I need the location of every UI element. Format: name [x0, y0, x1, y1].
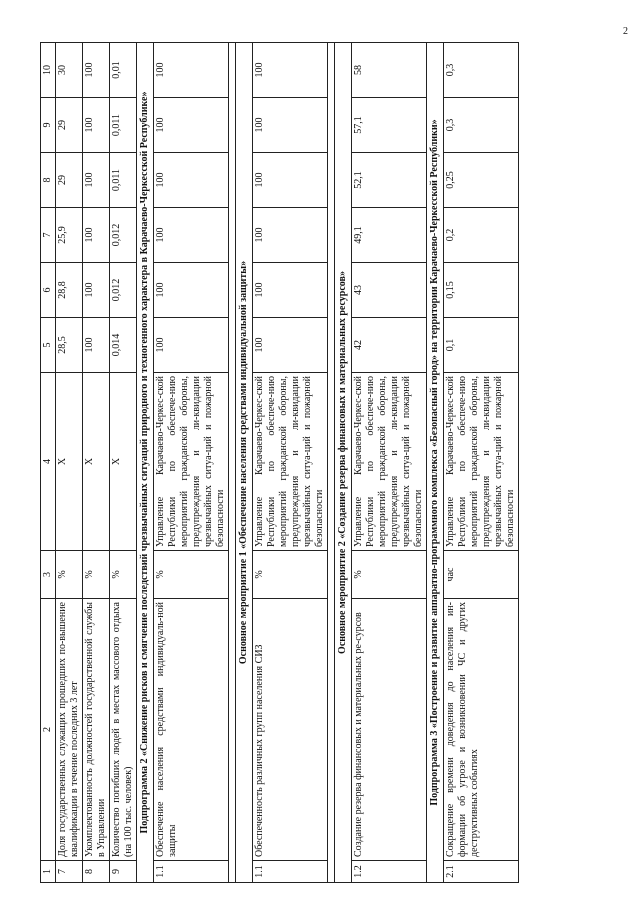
section-row: [236, 43, 253, 883]
value-cell: 0,014: [110, 318, 137, 373]
gap-cell: [328, 43, 335, 883]
header-cell: 5: [41, 318, 56, 373]
value-cell: 100: [253, 153, 328, 208]
value-cell: 52,1: [352, 153, 427, 208]
header-cell: 9: [41, 98, 56, 153]
value-cell: 100: [83, 98, 110, 153]
section-row: [335, 43, 352, 883]
executor-cell: Х: [83, 373, 110, 551]
value-cell: 28,8: [56, 263, 83, 318]
indicator-name: Количество погибших людей в местах массового отдыха (на 100 тыс. человек): [110, 599, 137, 861]
row-number: 1.2: [352, 861, 427, 883]
value-cell: 0,2: [444, 208, 519, 263]
header-cell: 3: [41, 551, 56, 599]
table-row: [83, 43, 110, 883]
value-cell: 0,3: [444, 43, 519, 98]
value-cell: 100: [83, 208, 110, 263]
header-cell: 10: [41, 43, 56, 98]
value-cell: 100: [154, 153, 229, 208]
unit-cell: %: [110, 551, 137, 599]
value-cell: 0,15: [444, 263, 519, 318]
page-number: 2: [623, 26, 628, 37]
value-cell: 100: [83, 318, 110, 373]
row-number: 8: [83, 861, 110, 883]
header-cell: 2: [41, 599, 56, 861]
value-cell: 58: [352, 43, 427, 98]
value-cell: 100: [83, 43, 110, 98]
gap-row: [328, 43, 335, 883]
value-cell: 42: [352, 318, 427, 373]
value-cell: 100: [253, 318, 328, 373]
indicator-name: Сокращение времени доведения до населения ин-формации об угрозе и возникновении ЧС и других деструктивных событиях: [444, 599, 519, 861]
value-cell: 100: [253, 43, 328, 98]
unit-cell: час: [444, 551, 519, 599]
unit-cell: %: [83, 551, 110, 599]
unit-cell: %: [154, 551, 229, 599]
section-row: [427, 43, 444, 883]
table-row: [56, 43, 83, 883]
indicator-name: Доля государственных служащих прошедших по-вышение квалификации в течение последних 3 лет: [56, 599, 83, 861]
value-cell: 100: [154, 208, 229, 263]
table-row: [154, 43, 229, 883]
table-row: [253, 43, 328, 883]
value-cell: 25,9: [56, 208, 83, 263]
value-cell: 49,1: [352, 208, 427, 263]
value-cell: 100: [253, 263, 328, 318]
executor-cell: Управление Карачаево-Черкес-ской Республики по обеспече-нию мероприятий гражданской обороны, предупреждения и ли-квидации чрезвычайных ситуа-ций и пожарной безопасности: [444, 373, 519, 551]
table-row: [352, 43, 427, 883]
indicator-name: Обеспечение населения средствами индивидуаль-ной защиты: [154, 599, 229, 861]
value-cell: 100: [154, 98, 229, 153]
row-number: 1.1: [253, 861, 328, 883]
executor-cell: Х: [56, 373, 83, 551]
header-cell: 7: [41, 208, 56, 263]
header-cell: 1: [41, 861, 56, 883]
gap-row: [229, 43, 236, 883]
value-cell: 100: [83, 263, 110, 318]
executor-cell: Управление Карачаево-Черкес-ской Республики по обеспече-нию мероприятий гражданской обороны, предупреждения и ли-квидации чрезвычайных ситуа-ций и пожарной безопасности: [154, 373, 229, 551]
header-cell: 6: [41, 263, 56, 318]
value-cell: 0,012: [110, 208, 137, 263]
value-cell: 29: [56, 153, 83, 208]
main-activity-2-title: Основное мероприятие 2 «Создание резерва финансовых и материальных ресурсов»: [335, 43, 352, 883]
value-cell: 0,012: [110, 263, 137, 318]
value-cell: 29: [56, 98, 83, 153]
unit-cell: %: [56, 551, 83, 599]
header-cell: 8: [41, 153, 56, 208]
executor-cell: Х: [110, 373, 137, 551]
value-cell: 0,011: [110, 98, 137, 153]
value-cell: 100: [154, 43, 229, 98]
row-number: 7: [56, 861, 83, 883]
value-cell: 43: [352, 263, 427, 318]
value-cell: 0,01: [110, 43, 137, 98]
unit-cell: %: [253, 551, 328, 599]
indicator-name: Создание резерва финансовых и материальных ре-сурсов: [352, 599, 427, 861]
value-cell: 28,5: [56, 318, 83, 373]
value-cell: 0,1: [444, 318, 519, 373]
row-number: 2.1: [444, 861, 519, 883]
value-cell: 100: [154, 263, 229, 318]
indicators-table: [40, 42, 519, 883]
header-row: [41, 43, 56, 883]
gap-cell: [229, 43, 236, 883]
executor-cell: Управление Карачаево-Черкес-ской Республики по обеспече-нию мероприятий гражданской обороны, предупреждения и ли-квидации чрезвычайных ситуа-ций и пожарной безопасности: [253, 373, 328, 551]
section-row: [137, 43, 154, 883]
value-cell: 0,3: [444, 98, 519, 153]
row-number: 9: [110, 861, 137, 883]
subprogram-3-title: Подпрограмма 3 «Построение и развитие аппаратно-программного комплекса «Безопасный город» на территории Карачаево-Черкесской Республики»: [427, 43, 444, 883]
rotated-table-container: [40, 43, 616, 883]
value-cell: 100: [154, 318, 229, 373]
value-cell: 0,011: [110, 153, 137, 208]
table-row: [444, 43, 519, 883]
value-cell: 100: [253, 208, 328, 263]
value-cell: 100: [253, 98, 328, 153]
subprogram-2-title: Подпрограмма 2 «Снижение рисков и смягчение последствий чрезвычайных ситуаций природного и техногенного характера в Карачаево-Черкесской Республике»: [137, 43, 154, 883]
main-activity-1-title: Основное мероприятие 1 «Обеспечение населения средствами индивидуальной защиты»: [236, 43, 253, 883]
indicator-name: Обеспеченность различных групп населения СИЗ: [253, 599, 328, 861]
value-cell: 30: [56, 43, 83, 98]
indicator-name: Укомплектованность должностей государственной службы в Управлении: [83, 599, 110, 861]
value-cell: 100: [83, 153, 110, 208]
header-cell: 4: [41, 373, 56, 551]
table-row: [110, 43, 137, 883]
value-cell: 0,25: [444, 153, 519, 208]
value-cell: 57,1: [352, 98, 427, 153]
unit-cell: %: [352, 551, 427, 599]
executor-cell: Управление Карачаево-Черкес-ской Республики по обеспече-нию мероприятий гражданской обороны, предупреждения и ли-квидации чрезвычайных ситуа-ций и пожарной безопасности: [352, 373, 427, 551]
row-number: 1.1: [154, 861, 229, 883]
